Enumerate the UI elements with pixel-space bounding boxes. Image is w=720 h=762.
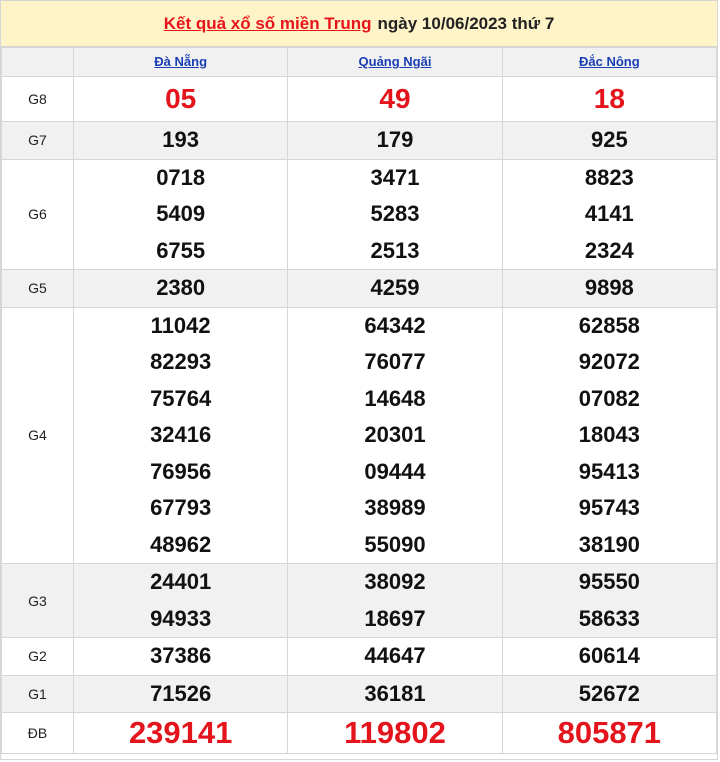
prize-cell — [74, 159, 288, 270]
prize-cell — [502, 122, 716, 160]
prize-number: 18 — [593, 83, 625, 114]
prize-cell — [288, 122, 502, 160]
results-table — [1, 47, 717, 754]
prize-number: 64342 — [364, 312, 426, 338]
prize-number: 52672 — [578, 680, 640, 706]
prize-number: 4141 — [584, 201, 634, 226]
prize-cell — [288, 713, 502, 754]
prize-number: 2324 — [584, 237, 634, 263]
prize-cell — [502, 77, 716, 122]
prize-number: 71526 — [150, 680, 212, 706]
prize-label: G2 — [2, 638, 74, 676]
prize-label: G5 — [2, 270, 74, 308]
prize-number: 38989 — [364, 495, 426, 520]
prize-row-8 — [2, 713, 717, 754]
prize-cell — [74, 564, 288, 638]
prize-cell — [288, 77, 502, 122]
prize-number: 24401 — [150, 569, 212, 594]
prize-cell — [288, 159, 502, 270]
prize-number: 49 — [379, 83, 411, 114]
region-results-link[interactable]: Kết quả xổ số miền Trung — [163, 13, 372, 33]
prize-number: 9898 — [584, 275, 634, 300]
prize-number: 75764 — [150, 385, 212, 411]
prize-number: 18043 — [578, 422, 640, 447]
prize-number: 38190 — [578, 531, 640, 557]
prize-label: G3 — [2, 564, 74, 638]
prize-number: 94933 — [150, 605, 212, 631]
prize-number: 179 — [376, 127, 414, 152]
header-blank-cell — [2, 48, 74, 77]
prize-cell — [502, 713, 716, 754]
prize-number: 76077 — [364, 349, 426, 374]
prize-number: 37386 — [150, 643, 212, 668]
prize-number: 8823 — [584, 164, 634, 190]
prize-number: 239141 — [128, 715, 233, 750]
results-date: ngày 10/06/2023 thứ 7 — [377, 13, 555, 33]
prize-number: 48962 — [150, 531, 212, 557]
prize-cell — [74, 675, 288, 713]
province-link-dac-nong[interactable]: Đắc Nông — [578, 54, 640, 69]
prize-number: 4259 — [370, 275, 420, 300]
prize-number: 67793 — [150, 495, 212, 520]
prize-label: G4 — [2, 307, 74, 564]
prize-row-2 — [2, 159, 717, 270]
prize-number: 925 — [590, 127, 628, 152]
prize-cell — [502, 564, 716, 638]
prize-number: 95413 — [578, 458, 640, 484]
prize-label: G8 — [2, 77, 74, 122]
prize-number: 09444 — [364, 458, 426, 484]
prize-number: 62858 — [578, 312, 640, 338]
prize-number: 82293 — [150, 349, 212, 374]
province-link-da-nang[interactable]: Đà Nẵng — [154, 54, 208, 69]
prize-number: 58633 — [578, 605, 640, 631]
prize-cell — [74, 270, 288, 308]
prize-row-6 — [2, 638, 717, 676]
province-link-quang-ngai[interactable]: Quảng Ngãi — [358, 54, 432, 69]
prize-number: 805871 — [557, 715, 662, 750]
prize-cell — [502, 270, 716, 308]
prize-number: 60614 — [578, 643, 640, 668]
prize-number: 55090 — [364, 531, 426, 557]
prize-label: ĐB — [2, 713, 74, 754]
prize-number: 92072 — [578, 349, 640, 374]
prize-number: 6755 — [156, 237, 206, 263]
prize-number: 32416 — [150, 422, 212, 447]
prize-number: 193 — [162, 127, 200, 152]
prize-label: G6 — [2, 159, 74, 270]
prize-cell — [288, 307, 502, 564]
prize-row-4 — [2, 307, 717, 564]
prize-cell — [74, 122, 288, 160]
prize-cell — [502, 638, 716, 676]
prize-number: 2513 — [370, 237, 420, 263]
prize-cell — [288, 564, 502, 638]
prize-cell — [502, 159, 716, 270]
prize-cell — [74, 638, 288, 676]
prize-cell — [288, 638, 502, 676]
prize-label: G1 — [2, 675, 74, 713]
prize-cell — [288, 270, 502, 308]
prize-number: 119802 — [344, 715, 446, 750]
prize-label: G7 — [2, 122, 74, 160]
prize-number: 14648 — [364, 385, 426, 411]
prize-cell — [288, 675, 502, 713]
prize-row-3 — [2, 270, 717, 308]
prize-number: 95550 — [578, 569, 640, 594]
prize-cell — [502, 307, 716, 564]
prize-number: 5283 — [370, 201, 420, 226]
prize-row-1 — [2, 122, 717, 160]
prize-row-7 — [2, 675, 717, 713]
prize-number: 0718 — [156, 164, 206, 190]
prize-number: 44647 — [364, 643, 426, 668]
prize-number: 20301 — [364, 422, 426, 447]
prize-number: 3471 — [370, 164, 420, 190]
prize-number: 76956 — [150, 458, 212, 484]
prize-number: 2380 — [156, 275, 206, 300]
prize-number: 36181 — [364, 680, 426, 706]
prize-number: 11042 — [150, 312, 211, 338]
results-title — [1, 1, 717, 47]
province-header-row — [2, 48, 717, 77]
prize-cell — [74, 77, 288, 122]
prize-row-5 — [2, 564, 717, 638]
prize-number: 05 — [165, 83, 197, 114]
prize-number: 5409 — [156, 201, 206, 226]
prize-number: 18697 — [364, 605, 426, 631]
prize-cell — [74, 307, 288, 564]
prize-cell — [502, 675, 716, 713]
prize-number: 95743 — [578, 495, 640, 520]
prize-number: 38092 — [364, 569, 426, 594]
prize-row-0 — [2, 77, 717, 122]
prize-cell — [74, 713, 288, 754]
prize-number: 07082 — [578, 385, 640, 411]
